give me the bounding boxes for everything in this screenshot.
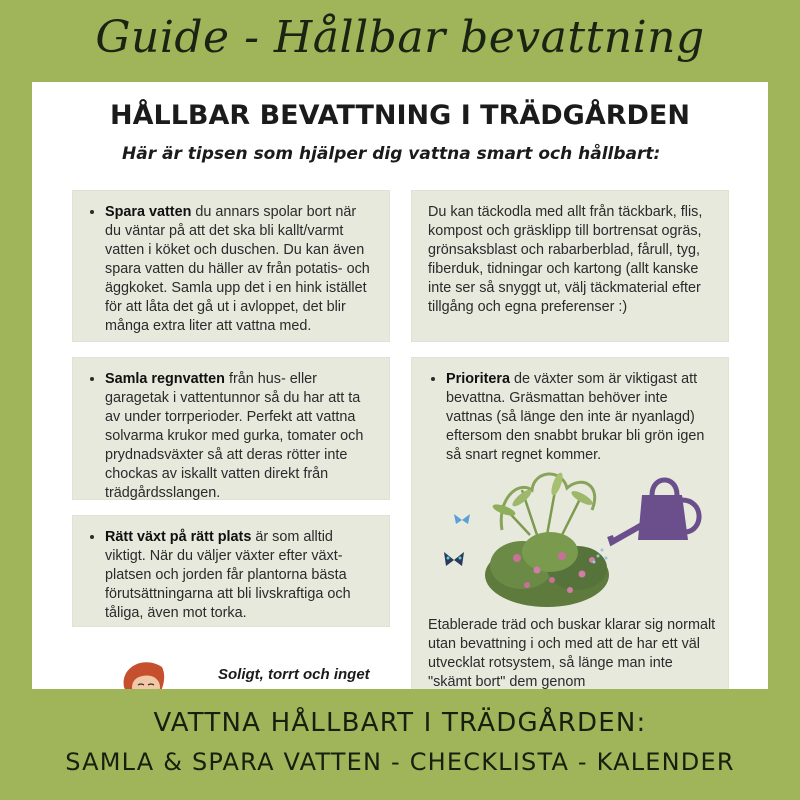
document-subheading: Här är tipsen som hjälper dig vattna smart och hållbart: — [122, 144, 661, 164]
person-face-icon — [114, 657, 174, 689]
tip-title: Samla regnvatten — [105, 371, 225, 387]
tip-item — [446, 370, 714, 465]
tip-item — [105, 528, 375, 623]
tip-title: Spara vatten — [105, 204, 192, 220]
top-title: Guide - Hållbar bevattning — [95, 12, 705, 63]
document-heading: HÅLLBAR BEVATTNING I TRÄDGÅRDEN — [110, 100, 690, 131]
garden-illustration — [442, 470, 712, 610]
watering-can-icon — [593, 480, 700, 564]
tip-text-lower: Etablerade träd och buskar klarar sig normalt utan bevattning i och med att de har ett väl utvecklat rotsystem, så länge man inte "skämt bort" dem genom — [428, 617, 716, 689]
butterfly-icon — [454, 514, 470, 524]
tip-card-tackodla — [411, 190, 729, 342]
tip-text: är som alltid viktigt. När du väljer växter efter växt-platsen och jorden får plantorna bästa förutsättningarna att bli livskraftiga och tåliga, även mot torka. — [105, 529, 351, 621]
tip-text: du annars spolar bort när du väntar på att det ska bli kallt/varmt vatten i köket och duschen. Du kan även spara vatten du häller av från potatis- och äggkoket. Samla upp det i en hink istället för att låta det gå ut i avloppet, det blir många extra liter att vattna med. — [105, 204, 370, 334]
tip-title: Prioritera — [446, 371, 510, 387]
tip-text: från hus- eller garagetak i vattentunnor så du har att ta av under torrperioder. Perfekt att vattna solvarma krukor med gurka, tomater och prydnadsväxter så att deras rötter inte chockas av iskallt vatten direkt från trädgårdsslangen. — [105, 371, 364, 501]
tip-item — [105, 203, 375, 336]
tip-item — [105, 370, 375, 503]
tip-card-spara-vatten — [72, 190, 390, 342]
tip-text: Du kan täckodla med allt från täckbark, flis, kompost och gräsklipp till bortrensat ogräs, grönsaksblast och rabarberblad, fårull, tyg, fiberduk, tidningar och kartong (allt kanske inte ser så snyggt ut, välj täckmaterial efter tillgång och egna preferenser :) — [428, 204, 703, 315]
tip-card-prioritera — [411, 357, 729, 689]
tip-card-ratt-vaxt — [72, 515, 390, 627]
bottom-banner — [0, 700, 800, 800]
tip-text: de växter som är viktigast att bevattna. Gräsmattan behöver inte vattnas (så länge den inte är nyanlagd) eftersom den snabbt brukar bli grön igen så snart regnet kommer. — [446, 371, 705, 463]
flowering-shrub-icon — [485, 471, 609, 607]
tip-title: Rätt växt på rätt plats — [105, 529, 252, 545]
butterfly-icon — [444, 552, 464, 566]
banner-line-2: SAMLA & SPARA VATTEN - CHECKLISTA - KALENDER — [65, 748, 735, 776]
tip-card-samla-regnvatten — [72, 357, 390, 500]
document-preview — [32, 82, 768, 689]
illustration-caption: Soligt, torrt och inget — [218, 666, 370, 683]
banner-line-1: VATTNA HÅLLBART I TRÄDGÅRDEN: — [153, 708, 647, 738]
